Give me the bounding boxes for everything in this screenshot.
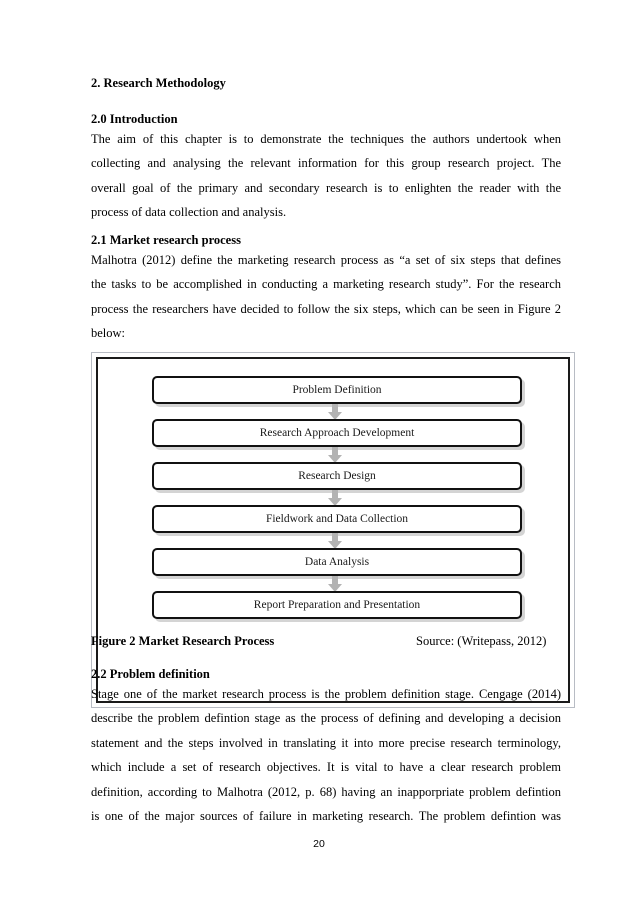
problem-definition-line: definition, according to Malhotra (2012, p. 68) having an inapporpriate problem defintion: [91, 784, 561, 799]
intro-heading: 2.0 Introduction: [91, 112, 178, 126]
process-step-report: Report Preparation and Presentation: [152, 591, 522, 619]
problem-definition-line: is one of the major sources of failure in marketing research. The problem defintion was: [91, 809, 561, 824]
market-research-line: below:: [91, 326, 126, 341]
problem-definition-line: which include a set of research objectives. It is vital to have a clear research problem: [91, 760, 561, 775]
down-arrow-icon: [328, 404, 342, 420]
down-arrow-icon: [328, 533, 342, 549]
down-arrow-icon: [328, 490, 342, 506]
intro-line: overall goal of the primary and secondary research is to enlighten the reader with the: [91, 180, 561, 195]
market-research-heading: 2.1 Market research process: [91, 233, 241, 247]
section-heading: 2. Research Methodology: [91, 76, 226, 90]
market-research-line: the tasks to be accomplished in conducting a marketing research study”. For the research: [91, 277, 561, 292]
intro-line: The aim of this chapter is to demonstrate the techniques the authors undertook when: [91, 132, 561, 146]
figure-source: Source: (Writepass, 2012): [416, 634, 547, 648]
process-step-problem-definition: Problem Definition: [152, 376, 522, 404]
problem-definition-paragraph: [91, 682, 561, 828]
market-research-line: process the researchers have decided to follow the six steps, which can be seen in Figure 2: [91, 301, 561, 316]
down-arrow-icon: [328, 576, 342, 592]
intro-paragraph: [91, 127, 561, 225]
problem-definition-heading: 2.2 Problem definition: [91, 667, 210, 681]
intro-line: process of data collection and analysis.: [91, 205, 287, 220]
process-step-research-approach: Research Approach Development: [152, 419, 522, 447]
intro-line: collecting and analysing the relevant information for this group research project. The: [91, 156, 561, 171]
problem-definition-line: describe the problem defintion stage as the process of defining and developing a decision: [91, 711, 561, 726]
down-arrow-icon: [328, 447, 342, 463]
process-step-research-design: Research Design: [152, 462, 522, 490]
market-research-paragraph: [91, 248, 561, 346]
market-research-process-figure: [91, 352, 575, 708]
problem-definition-line: statement and the steps involved in translating it into more precise research terminology,: [91, 735, 561, 750]
market-research-line: Malhotra (2012) define the marketing research process as “a set of six steps that defines: [91, 253, 561, 267]
problem-definition-line: Stage one of the market research process is the problem definition stage. Cengage (2014): [91, 687, 561, 701]
process-step-data-analysis: Data Analysis: [152, 548, 522, 576]
process-step-fieldwork: Fieldwork and Data Collection: [152, 505, 522, 533]
page-number: 20: [313, 838, 325, 850]
figure-frame: [96, 357, 570, 703]
figure-caption: Figure 2 Market Research Process: [91, 634, 275, 648]
